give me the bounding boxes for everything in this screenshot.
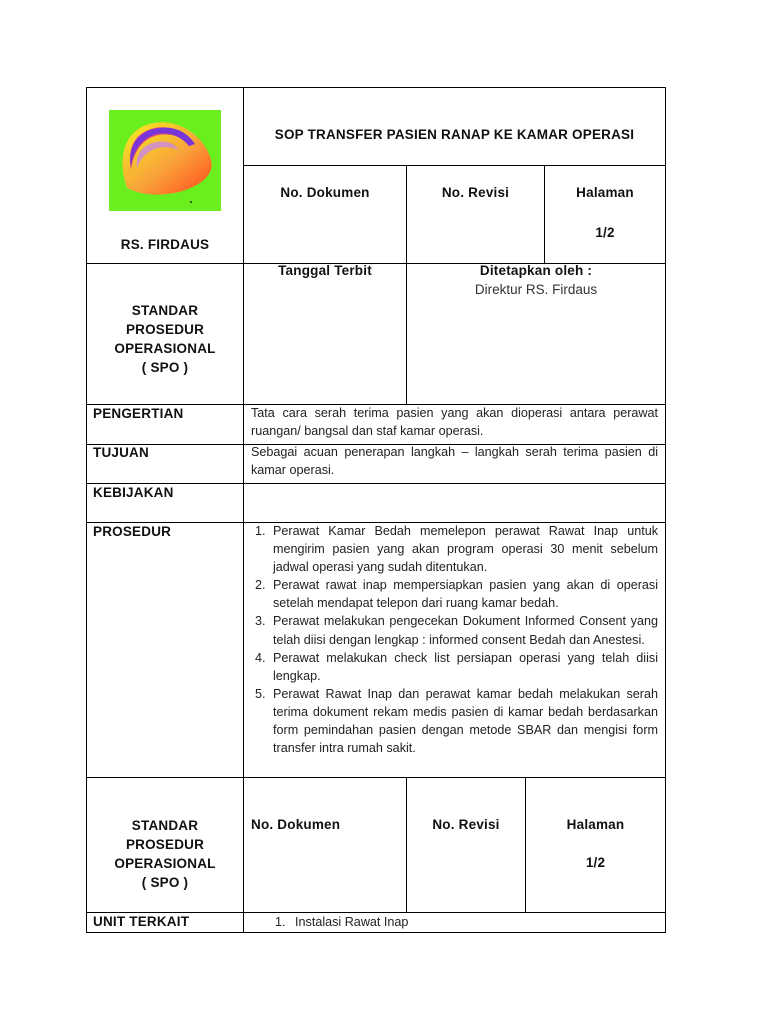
- list-item: [253, 612, 658, 648]
- pengertian-label: PENGERTIAN: [93, 406, 184, 421]
- table-border-left: [86, 87, 87, 933]
- doc-number-label: No. Dokumen: [280, 185, 370, 200]
- footer-page-label: Halaman: [566, 817, 625, 832]
- list-item: [253, 649, 658, 685]
- spo-heading-line: PROSEDUR: [125, 322, 205, 337]
- step-number: 3.: [255, 614, 266, 629]
- table-border-bottom: [86, 932, 666, 933]
- procedure-steps: [253, 522, 658, 757]
- table-column-divider: [243, 87, 244, 933]
- document-title: SOP TRANSFER PASIEN RANAP KE KAMAR OPERASI: [274, 127, 635, 142]
- approved-by-label: Ditetapkan oleh :: [479, 263, 593, 278]
- revision-label: No. Revisi: [441, 185, 510, 200]
- spo-heading: [87, 301, 243, 377]
- step-number: 2.: [255, 578, 266, 593]
- kebijakan-label: KEBIJAKAN: [93, 485, 174, 500]
- spo-heading-line: ( SPO ): [141, 360, 189, 375]
- step-text: Perawat Kamar Bedah memelepon perawat Rawat Inap untuk mengirim pasien yang akan program operasi 30 menit sebelum jadwal operasi yang sudah ditentukan.: [273, 524, 658, 575]
- pengertian-text: Tata cara serah terima pasien yang akan dioperasi antara perawat ruangan/ bangsal dan staf kamar operasi.: [251, 406, 658, 438]
- spo-heading-line: ( SPO ): [141, 875, 189, 890]
- list-item: [253, 522, 658, 576]
- step-number: 1.: [255, 524, 266, 538]
- table-divider: [86, 777, 666, 778]
- spo-heading-line: OPERASIONAL: [114, 856, 216, 871]
- spo-heading-line: PROSEDUR: [125, 837, 205, 852]
- unit-terkait-list: [275, 913, 655, 931]
- spo-heading-line: OPERASIONAL: [114, 341, 216, 356]
- hospital-logo: [109, 110, 221, 211]
- list-item: [253, 576, 658, 612]
- step-number: 4.: [255, 650, 266, 665]
- spo-heading-line: STANDAR: [131, 818, 199, 833]
- spo-heading-line: STANDAR: [131, 303, 199, 318]
- footer-page-value: 1/2: [585, 855, 606, 870]
- step-number: 5.: [255, 686, 266, 701]
- footer-doc-number-label: No. Dokumen: [251, 817, 341, 832]
- step-text: Perawat Rawat Inap dan perawat kamar bedah melakukan serah terima dokument rekam medis pasien di kamar bedah berdasarkan form pemindahan pasien dengan metode SBAR dan mengisi form transfer intra rumah sakit.: [273, 686, 658, 756]
- list-item: [253, 685, 658, 757]
- page-value: 1/2: [595, 225, 615, 240]
- table-column-divider: [525, 777, 526, 913]
- logo-shape-icon: [109, 110, 221, 211]
- issue-date-label: Tanggal Terbit: [278, 263, 372, 278]
- footer-revision-label: No. Revisi: [432, 817, 500, 832]
- tujuan-label: TUJUAN: [93, 445, 149, 460]
- table-column-divider: [544, 165, 545, 264]
- footer-spo-heading: [87, 816, 243, 892]
- tujuan-text: Sebagai acuan penerapan langkah – langkah serah terima pasien di kamar operasi.: [251, 445, 658, 477]
- unit-number: 1.: [275, 915, 286, 929]
- table-border-top: [86, 87, 666, 88]
- step-text: Perawat melakukan pengecekan Dokument Informed Consent yang telah diisi dengan lengkap : informed consent Bedah dan Anestesi.: [273, 614, 658, 647]
- table-column-divider: [406, 777, 407, 913]
- unit-text: Instalasi Rawat Inap: [295, 915, 409, 929]
- step-text: Perawat rawat inap mempersiapkan pasien yang akan di operasi setelah mendapat telepon dari ruang kamar bedah.: [273, 578, 658, 611]
- prosedur-list: [253, 522, 658, 757]
- unit-terkait-label: UNIT TERKAIT: [93, 914, 190, 929]
- step-text: Perawat melakukan check list persiapan operasi yang telah diisi lengkap.: [273, 650, 658, 683]
- table-divider: [243, 165, 666, 166]
- page-label: Halaman: [576, 185, 634, 200]
- approved-by-name: Direktur RS. Firdaus: [474, 282, 598, 297]
- prosedur-label: PROSEDUR: [93, 524, 172, 539]
- hospital-name: RS. FIRDAUS: [120, 237, 210, 252]
- list-item: [275, 913, 655, 931]
- table-border-right: [665, 87, 666, 933]
